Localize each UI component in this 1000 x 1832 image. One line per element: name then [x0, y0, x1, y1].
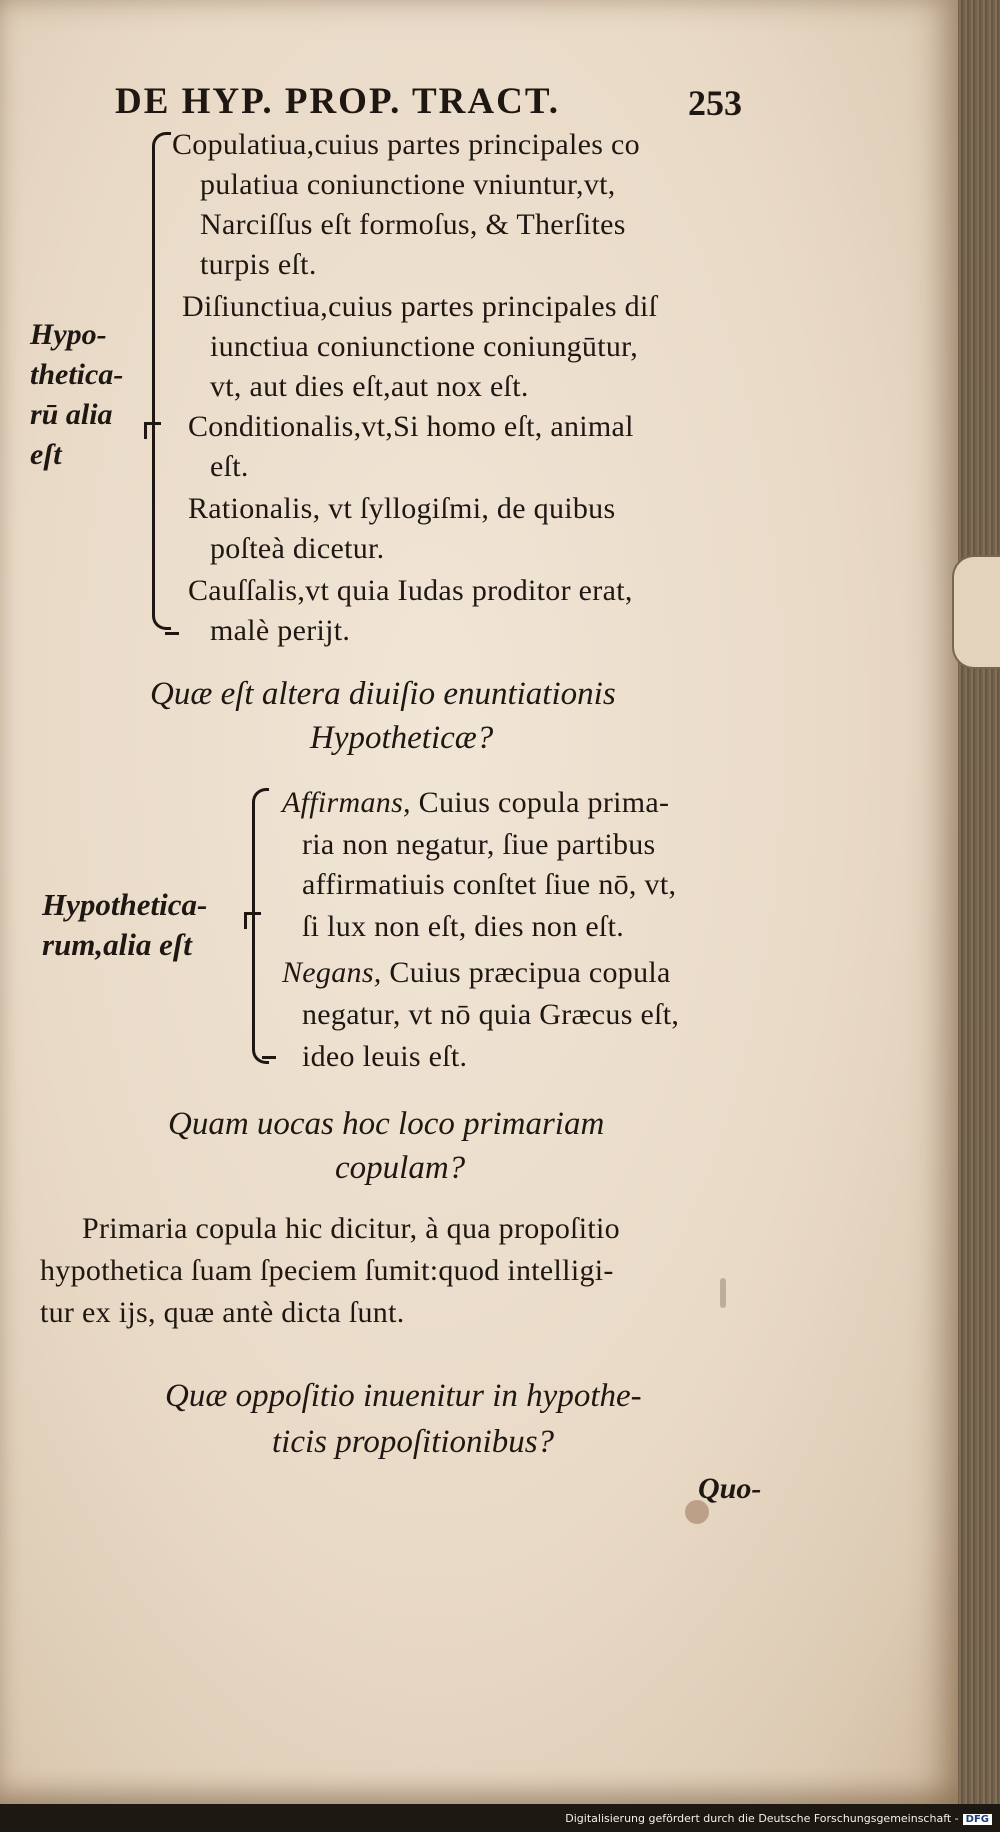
page-tab — [952, 555, 1000, 669]
division1-label — [30, 315, 123, 475]
div1-line: eſt. — [210, 450, 249, 483]
division1-label-line: eſt — [30, 438, 62, 471]
div1-line: Narciſſus eſt formoſus, & Therſites — [200, 208, 626, 241]
question2-line: Quam uocas hoc loco primariam — [168, 1106, 605, 1142]
div1-line: Diſiunctiua,cuius partes principales diſ — [182, 290, 658, 323]
div1-line: Copulatiua,cuius partes principales co — [172, 128, 640, 161]
answer2-line: Primaria copula hic dicitur, à qua propoſitio — [82, 1212, 620, 1245]
div1-line: Cauſſalis,vt quia Iudas proditor erat, — [188, 574, 633, 607]
affirmans-line: ſi lux non eſt, dies non eſt. — [302, 910, 625, 943]
negans-term: Negans, — [282, 956, 382, 989]
division1-label-line: rū alia — [30, 398, 113, 431]
division2-label — [42, 885, 207, 965]
credit-text: Digitalisierung gefördert durch die Deutsche Forschungsgemeinschaft - — [565, 1812, 959, 1825]
running-head: DE HYP. PROP. TRACT. — [115, 81, 561, 122]
page-edge — [958, 0, 1000, 1804]
division2-brace-point — [244, 912, 261, 929]
division1-label-line: thetica- — [30, 358, 124, 391]
negans-text: Cuius præcipua copula — [381, 956, 671, 989]
division2-label-line: Hypothetica- — [42, 887, 208, 922]
question1-line: Quæ eſt altera diuiſio enuntiationis — [150, 676, 616, 712]
answer2-line: tur ex ijs, quæ antè dicta ſunt. — [40, 1296, 405, 1329]
dfg-logo: DFG — [963, 1814, 992, 1825]
question2-line: copulam? — [335, 1150, 466, 1186]
division1-brace-tail — [165, 632, 179, 635]
affirmans-line: ria non negatur, ſiue partibus — [302, 828, 656, 861]
div1-line: Rationalis, vt ſyllogiſmi, de quibus — [188, 492, 616, 525]
ink-stain — [685, 1500, 709, 1524]
digitization-credit — [565, 1812, 992, 1825]
question1-line: Hypotheticæ? — [310, 720, 494, 756]
div1-line: poſteà dicetur. — [210, 532, 385, 565]
division1-brace-point — [144, 422, 161, 439]
division2-label-line: rum,alia eſt — [42, 927, 192, 962]
ink-stain — [720, 1278, 726, 1308]
affirmans-term: Affirmans, — [282, 786, 411, 819]
page-number: 253 — [688, 83, 742, 123]
div1-line: turpis eſt. — [200, 248, 317, 281]
div1-line: vt, aut dies eſt,aut nox eſt. — [210, 370, 529, 403]
negans-line: ideo leuis eſt. — [302, 1040, 468, 1073]
question3-line: Quæ oppoſitio inuenitur in hypothe- — [165, 1378, 642, 1414]
catchword: Quo- — [698, 1472, 762, 1505]
div1-line: iunctiua coniunctione coniungūtur, — [210, 330, 639, 363]
division2-brace-tail — [262, 1056, 276, 1059]
negans-line: negatur, vt nō quia Græcus eſt, — [302, 998, 680, 1031]
affirmans-text: Cuius copula prima- — [410, 786, 670, 819]
affirmans-line — [282, 786, 669, 820]
division1-label-line: Hypo- — [30, 318, 107, 351]
answer2-line: hypothetica ſuam ſpeciem ſumit:quod intelligi- — [40, 1254, 614, 1287]
div1-line: pulatiua coniunctione vniuntur,vt, — [200, 168, 616, 201]
division1-brace — [152, 132, 171, 630]
div1-line: malè perijt. — [210, 614, 351, 647]
question3-line: ticis propoſitionibus? — [272, 1424, 555, 1460]
div1-line: Conditionalis,vt,Si homo eſt, animal — [188, 410, 634, 443]
affirmans-line: affirmatiuis conſtet ſiue nō, vt, — [302, 868, 677, 901]
negans-line — [282, 956, 671, 990]
